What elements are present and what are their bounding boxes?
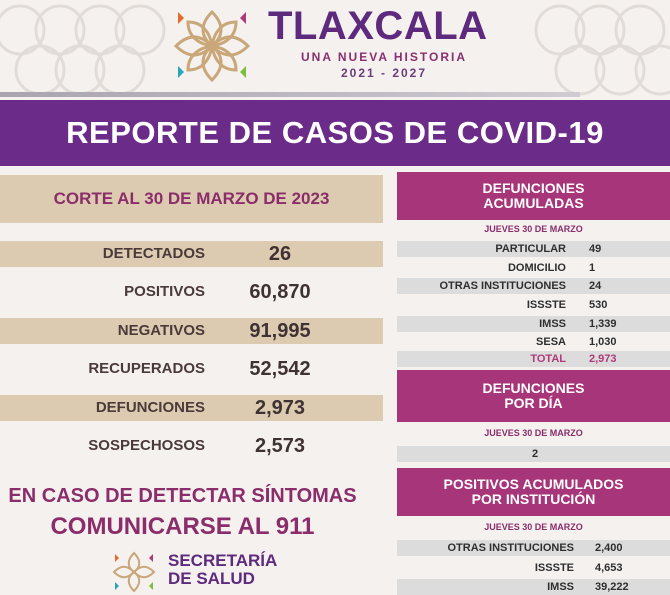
row-label: IMSS bbox=[547, 581, 574, 593]
row-label: IMSS bbox=[539, 318, 566, 330]
pos-row-issste bbox=[397, 560, 670, 576]
row-value: 24 bbox=[589, 280, 602, 292]
stat-label: SOSPECHOSOS bbox=[88, 437, 205, 454]
defunciones-dia-date: JUEVES 30 DE MARZO bbox=[484, 428, 583, 438]
defunciones-acumuladas-date: JUEVES 30 DE MARZO bbox=[484, 224, 583, 234]
row-value: 530 bbox=[589, 299, 608, 311]
section-title-line-1: DEFUNCIONES bbox=[482, 380, 585, 396]
stat-row-detectados bbox=[0, 241, 383, 267]
salud-logo-icon bbox=[110, 550, 158, 594]
stat-value: 2,573 bbox=[254, 435, 306, 457]
stat-value: 60,870 bbox=[249, 281, 311, 303]
row-label: DOMICILIO bbox=[507, 262, 566, 274]
row-value: 2,973 bbox=[589, 353, 617, 365]
row-label: OTRAS INSTITUCIONES bbox=[439, 280, 566, 292]
row-label: OTRAS INSTITUCIONES bbox=[447, 542, 574, 554]
tlaxcala-logo-icon bbox=[168, 6, 256, 84]
pos-row-imss bbox=[397, 579, 670, 595]
row-value: 49 bbox=[589, 243, 602, 255]
cta-line-2: COMUNICARSE AL 911 bbox=[50, 513, 315, 540]
stat-label: DEFUNCIONES bbox=[95, 399, 205, 416]
secretaria-line-1: SECRETARÍA bbox=[168, 551, 278, 570]
stat-value: 52,542 bbox=[249, 358, 311, 380]
pos-row-otras bbox=[397, 540, 670, 556]
defunciones-dia-header bbox=[397, 370, 670, 422]
stat-value: 26 bbox=[268, 243, 292, 265]
defunciones-dia-row bbox=[397, 446, 670, 462]
row-label: ISSSTE bbox=[526, 299, 566, 311]
def-row-issste bbox=[397, 297, 670, 313]
row-value: 2,400 bbox=[595, 542, 623, 554]
row-value: 4,653 bbox=[595, 562, 623, 574]
def-row-particular bbox=[397, 241, 670, 257]
section-title-line-2: ACUMULADAS bbox=[483, 195, 584, 211]
corte-date-box bbox=[0, 175, 383, 223]
stat-label: NEGATIVOS bbox=[117, 322, 205, 339]
defunciones-acumuladas-header bbox=[397, 172, 670, 220]
section-title-line-2: POR DÍA bbox=[504, 395, 563, 411]
def-row-total bbox=[397, 351, 670, 367]
row-value: 1,030 bbox=[589, 336, 617, 348]
row-label: SESA bbox=[536, 336, 566, 348]
header-divider bbox=[0, 92, 580, 97]
section-title-line-1: POSITIVOS ACUMULADOS bbox=[443, 476, 624, 492]
row-value: 39,222 bbox=[595, 581, 629, 593]
stat-row-defunciones bbox=[0, 395, 383, 421]
stat-label: POSITIVOS bbox=[124, 283, 205, 300]
stat-label: DETECTADOS bbox=[102, 245, 205, 262]
header-subtitle: UNA NUEVA HISTORIA bbox=[300, 50, 467, 64]
report-title: REPORTE DE CASOS DE COVID-19 bbox=[66, 115, 604, 150]
stat-row-negativos bbox=[0, 318, 383, 344]
stat-value: 2,973 bbox=[254, 397, 306, 419]
row-value: 1,339 bbox=[589, 318, 617, 330]
row-label: PARTICULAR bbox=[495, 243, 566, 255]
stat-row-positivos bbox=[0, 279, 383, 305]
row-label: TOTAL bbox=[530, 353, 566, 365]
page-title: TLAXCALA bbox=[268, 4, 488, 48]
def-row-sesa bbox=[397, 334, 670, 350]
corte-date: CORTE AL 30 DE MARZO DE 2023 bbox=[53, 189, 330, 208]
row-value: 1 bbox=[589, 262, 596, 274]
positivos-institucion-date: JUEVES 30 DE MARZO bbox=[484, 522, 583, 532]
def-row-otras bbox=[397, 278, 670, 294]
secretaria-line-2: DE SALUD bbox=[168, 569, 255, 588]
secretaria-salud-label bbox=[168, 552, 277, 588]
section-title-line-1: DEFUNCIONES bbox=[482, 180, 585, 196]
row-label: ISSSTE bbox=[534, 562, 574, 574]
cta-line-1: EN CASO DE DETECTAR SÍNTOMAS bbox=[8, 485, 357, 507]
stat-row-sospechosos bbox=[0, 433, 383, 459]
positivos-institucion-header bbox=[397, 468, 670, 516]
stat-label: RECUPERADOS bbox=[88, 360, 205, 377]
def-row-imss bbox=[397, 316, 670, 332]
stat-value: 91,995 bbox=[249, 320, 311, 342]
header-years: 2021 - 2027 bbox=[340, 66, 428, 80]
section-title-line-2: POR INSTITUCIÓN bbox=[471, 491, 596, 507]
report-banner bbox=[0, 100, 670, 166]
defunciones-dia-value: 2 bbox=[532, 448, 539, 460]
def-row-domicilio bbox=[397, 260, 670, 276]
stat-row-recuperados bbox=[0, 356, 383, 382]
